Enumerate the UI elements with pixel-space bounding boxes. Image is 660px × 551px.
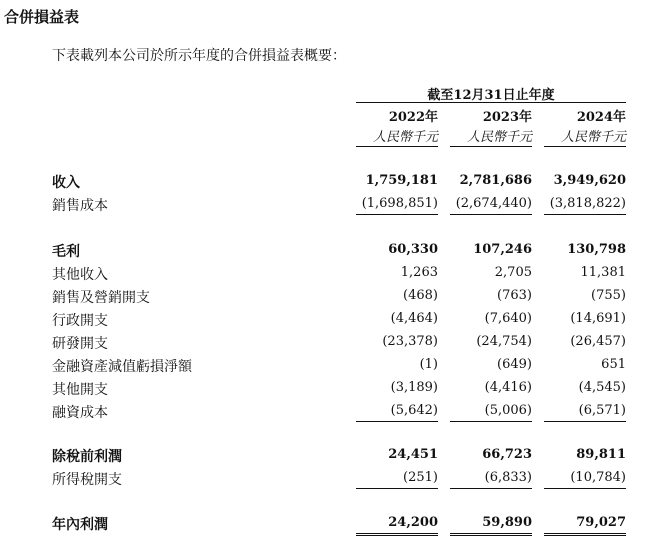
cell-finance-costs-2023: (5,006) [484,403,532,418]
row-label-other-income: 其他收入 [52,267,108,283]
row-label-income-tax: 所得稅開支 [52,472,122,488]
unit-label-2023: 人民幣千元 [466,130,532,145]
cell-profit-for-year-2022: 24,200 [388,515,438,530]
cell-admin-expenses-2024: (14,691) [570,311,626,326]
header-rule-2024 [544,146,626,147]
subtotal-rule-finance-2024 [544,421,626,422]
cell-income-tax-2024: (10,784) [570,470,626,485]
period-header-rule [356,102,626,103]
cell-other-expenses-2024: (4,545) [578,380,626,395]
year-header-2023: 2023年 [482,110,532,125]
cell-rnd-expenses-2024: (26,457) [570,334,626,349]
section-title: 合併損益表 [4,8,80,26]
period-header: 截至12月31日止年度 [427,88,555,103]
cell-cost-of-sales-2022: (1,698,851) [361,196,438,211]
row-label-profit-before-tax: 除稅前利潤 [52,449,122,465]
unit-label-2024: 人民幣千元 [560,130,626,145]
cell-revenue-2024: 3,949,620 [553,173,626,188]
cell-cost-of-sales-2023: (2,674,440) [455,196,532,211]
row-label-profit-for-year: 年內利潤 [52,517,108,533]
cell-rnd-expenses-2023: (24,754) [476,334,532,349]
subtotal-rule-cost-2022 [356,214,438,215]
header-rule-2022 [356,146,438,147]
cell-rnd-expenses-2022: (23,378) [382,334,438,349]
cell-other-income-2023: 2,705 [494,265,532,280]
cell-other-expenses-2022: (3,189) [390,380,438,395]
cell-other-income-2024: 11,381 [580,265,626,280]
cell-profit-before-tax-2024: 89,811 [576,447,626,462]
cell-impairment-losses-2022: (1) [419,357,438,372]
subtotal-rule-finance-2022 [356,421,438,422]
total-double-rule-2023 [450,533,532,536]
cell-other-income-2022: 1,263 [400,265,438,280]
row-label-gross-profit: 毛利 [52,244,80,260]
cell-finance-costs-2022: (5,642) [390,403,438,418]
subtotal-rule-tax-2024 [544,488,626,489]
cell-other-expenses-2023: (4,416) [484,380,532,395]
row-label-selling-expenses: 銷售及營銷開支 [52,290,150,306]
row-label-cost-of-sales: 銷售成本 [52,198,108,214]
subtotal-rule-tax-2022 [356,488,438,489]
intro-text: 下表載列本公司於所示年度的合併損益表概要： [52,48,346,64]
cell-selling-expenses-2024: (755) [591,288,626,303]
subtotal-rule-tax-2023 [450,488,532,489]
year-header-2022: 2022年 [388,110,438,125]
cell-income-tax-2023: (6,833) [484,470,532,485]
row-label-rnd-expenses: 研發開支 [52,336,108,352]
unit-label-2022: 人民幣千元 [372,130,438,145]
year-header-2024: 2024年 [576,110,626,125]
cell-profit-before-tax-2022: 24,451 [388,447,438,462]
cell-impairment-losses-2023: (649) [497,357,532,372]
row-label-impairment-losses: 金融資產減值虧損淨額 [52,359,192,375]
row-label-admin-expenses: 行政開支 [52,313,108,329]
cell-profit-for-year-2023: 59,890 [482,515,532,530]
subtotal-rule-finance-2023 [450,421,532,422]
subtotal-rule-cost-2024 [544,214,626,215]
cell-admin-expenses-2023: (7,640) [484,311,532,326]
cell-finance-costs-2024: (6,571) [578,403,626,418]
row-label-other-expenses: 其他開支 [52,382,108,398]
cell-admin-expenses-2022: (4,464) [390,311,438,326]
row-label-finance-costs: 融資成本 [52,405,108,421]
cell-revenue-2022: 1,759,181 [365,173,438,188]
subtotal-rule-cost-2023 [450,214,532,215]
cell-gross-profit-2022: 60,330 [388,242,438,257]
total-double-rule-2022 [356,533,438,536]
header-rule-2023 [450,146,532,147]
cell-profit-for-year-2024: 79,027 [576,515,626,530]
cell-income-tax-2022: (251) [403,470,438,485]
cell-selling-expenses-2023: (763) [497,288,532,303]
cell-impairment-losses-2024: 651 [601,357,626,372]
row-label-revenue: 收入 [52,175,80,191]
cell-selling-expenses-2022: (468) [403,288,438,303]
cell-profit-before-tax-2023: 66,723 [482,447,532,462]
cell-revenue-2023: 2,781,686 [459,173,532,188]
cell-cost-of-sales-2024: (3,818,822) [549,196,626,211]
cell-gross-profit-2023: 107,246 [473,242,532,257]
cell-gross-profit-2024: 130,798 [567,242,626,257]
total-double-rule-2024 [544,533,626,536]
